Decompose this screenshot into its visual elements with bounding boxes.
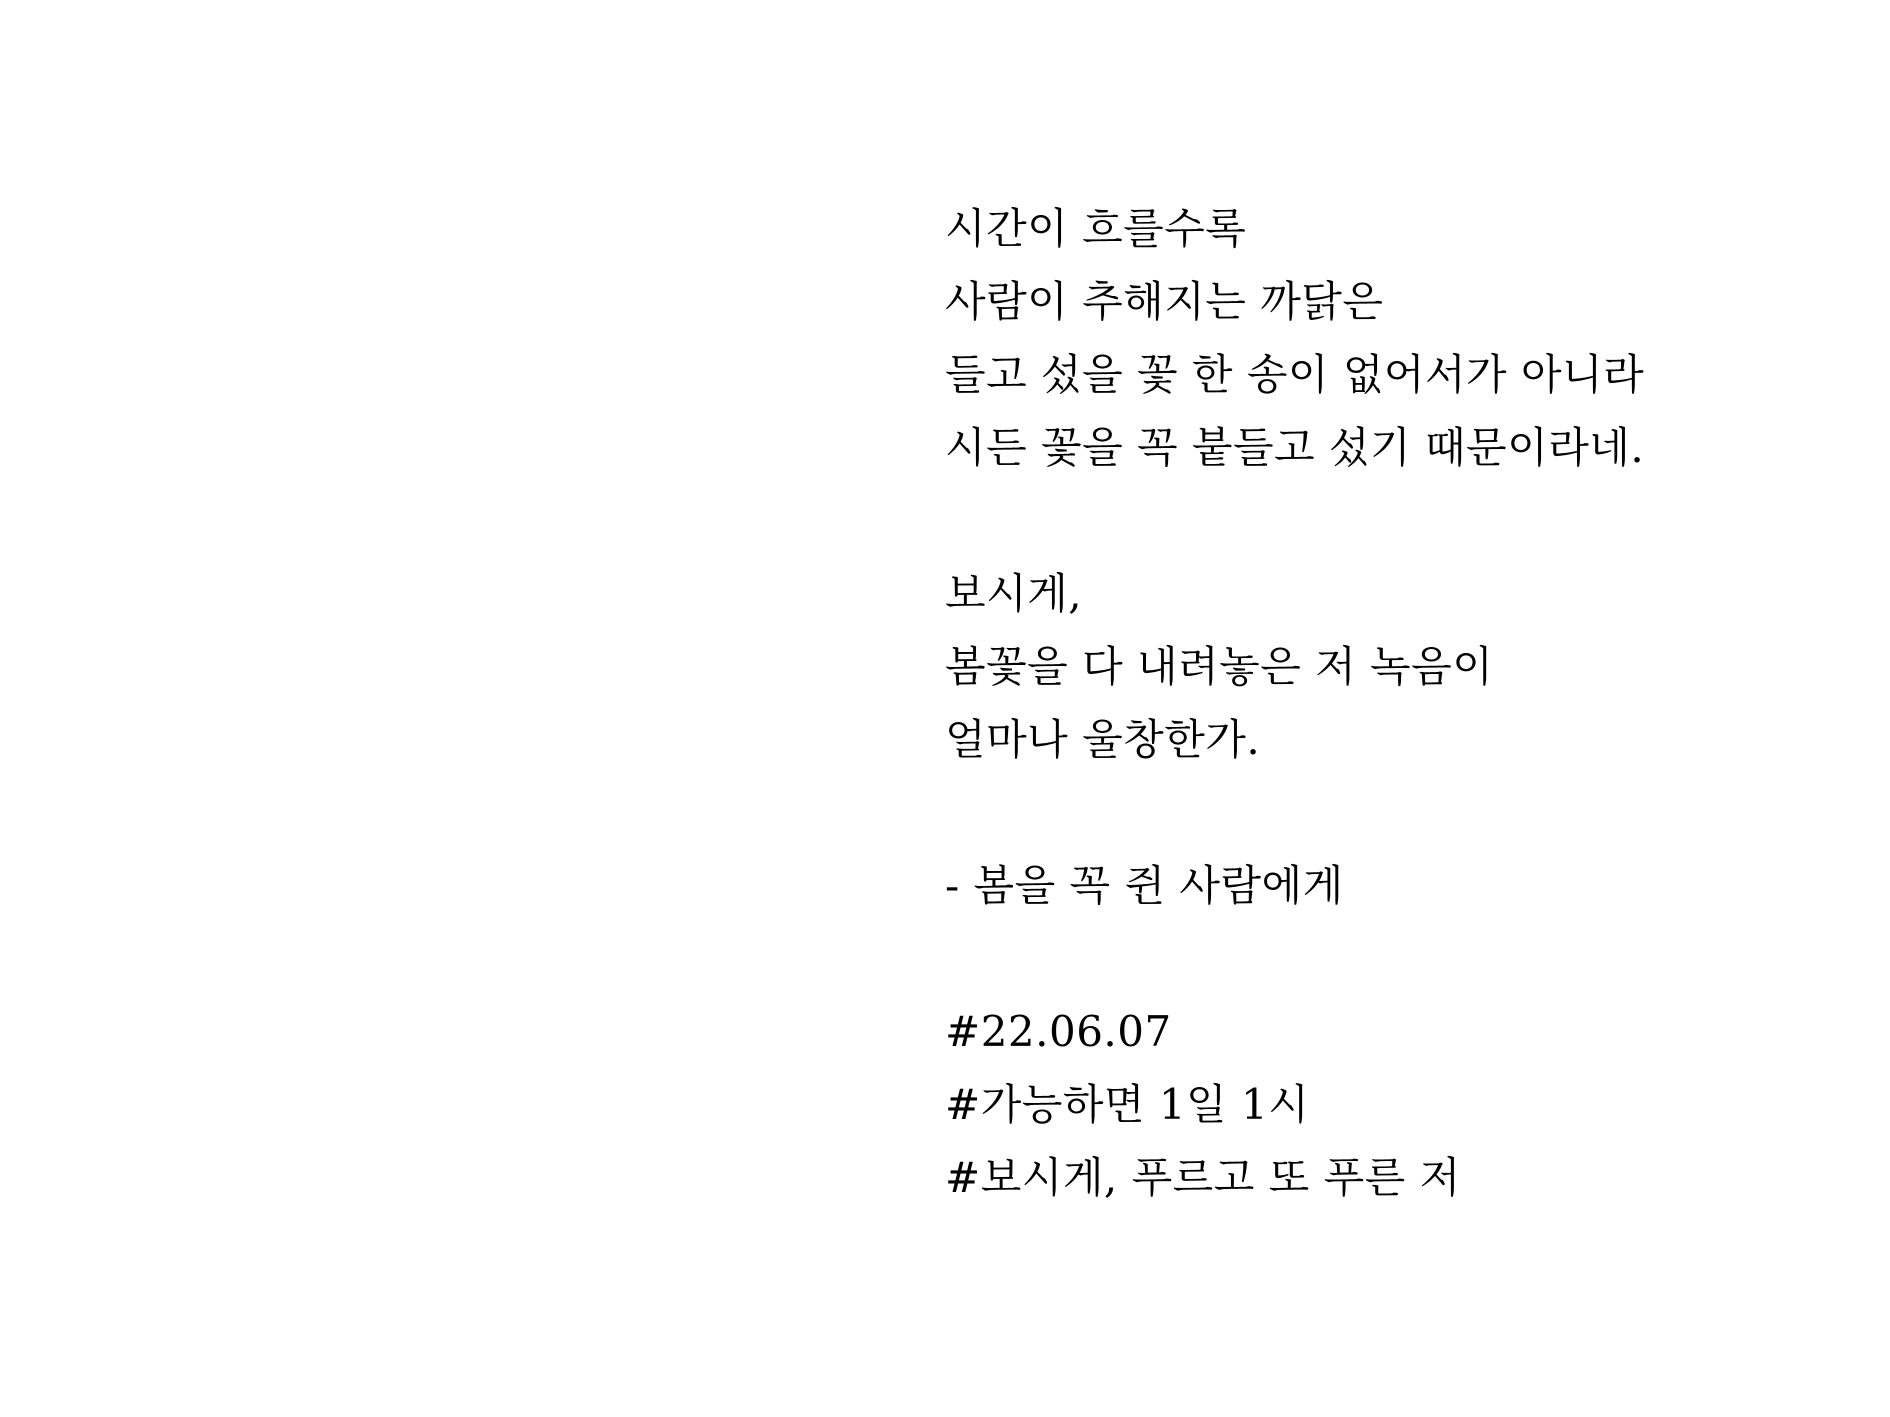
hashtag-line-date: #22.06.07 [945,1007,1172,1056]
poem-text-block [945,192,1644,1214]
poem-line-7: 얼마나 울창한가. [945,715,1261,764]
stanza-break-3 [945,922,1644,995]
stanza-break-2 [945,776,1644,849]
poem-line-1: 시간이 흐를수록 [945,204,1247,253]
poem-line-2: 사람이 추해지는 까닭은 [945,277,1384,326]
poem-line-6: 봄꽃을 다 내려놓은 저 녹음이 [945,642,1494,691]
hashtag-line-2: #가능하면 1일 1시 [945,1080,1310,1129]
hashtag-line-3: #보시게, 푸르고 또 푸른 저 [945,1153,1461,1202]
poem-line-4: 시든 꽃을 꼭 붙들고 섰기 때문이라네. [945,423,1645,472]
poem-line-5: 보시게, [945,569,1083,618]
poem-line-3: 들고 섰을 꽃 한 송이 없어서가 아니라 [945,350,1645,399]
poem-attribution: - 봄을 꼭 쥔 사람에게 [945,861,1344,910]
stanza-break-1 [945,484,1644,557]
